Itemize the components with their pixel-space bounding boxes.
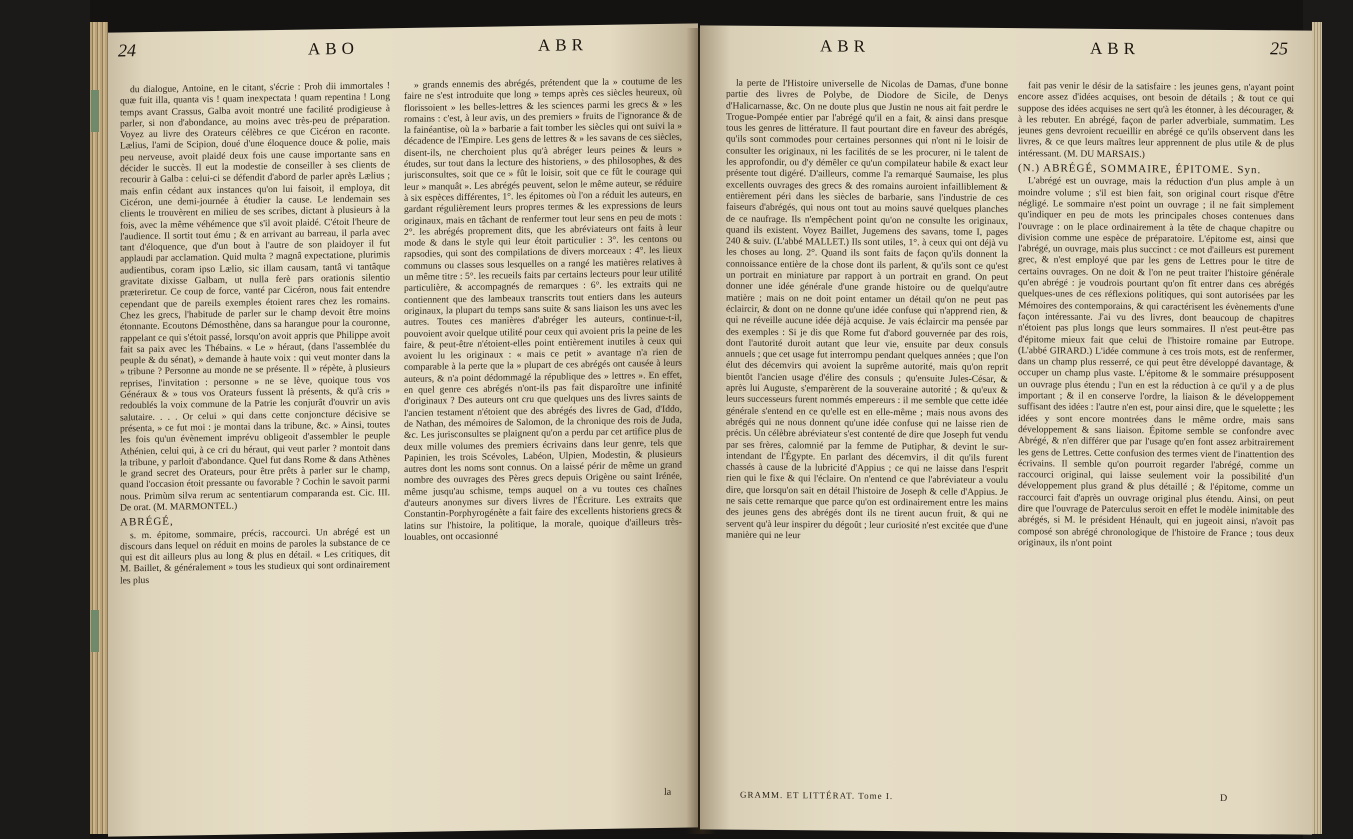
edge-tab xyxy=(91,90,99,132)
left-page xyxy=(108,23,698,836)
column-text: du dialogue, Antoine, en le citant, s'écrie : Proh dii immortales ! quæ fuit illa, quanta vis ! quam inexpectata ! quam repentina ! Long temps avant Crassus, Galba avoit montré une facilité prodigieuse à parler, si non d'abondance, au moins avec très-peu de préparation. Voyez au livre des Orateurs célèbres ce que Cicéron en raconte. Lælius, l'ami de Scipion, doué d'une éloquence douce & polie, mais peu nerveuse, avoit plaidé deux fois une cause importante sans en décider le succès. Il eut la modestie de conseiller à ses clients de recourir à Galba : celui-ci se défendit d'abord de parler après Lælius ; mais enfin cédant aux instances qu'on lui faisoit, il employa, dit Cicéron, une demi-journée à étudier la cause. Le lendemain ses clients le trouvèrent en milieu de ses scribes, dictant à plusieurs à la fois, avec la même véhémence que s'il avoit plaidé. C'étoit l'heure de l'audience. Il sortit tout ému ; & en arrivant au barreau, il parla avec tant d'éloquence, que d'un bout à l'autre de son plaidoyer il fut applaudi par acclamation. Quid multa ? magnâ expectatione, plurimis audientibus, coram ipso Lælio, sic illam causam, tantâ vi tantâque gravitate dixisse Galbam, ut nulla ferè pars orationis silentio præteriretur. Ce coup de force, vanté par Cicéron, nous fait entendre cependant que de pareils exemples étoient rares chez les romains. Chez les grecs, l'habitude de parler sur le champ devoit être moins étonnante. Ecoutons Démosthène, dans sa harangue pour la couronne, rappelant ce qui s'étoit passé, lorsqu'on avoit appris que Philippe avoit fait sa paix avec les Thébains. « Le » héraut, (dans l'assemblée du peuple & du sénat), » demande à haute voix : qui veut monter dans la » tribune ? Personne au monde ne se présente. Il » répète, à plusieurs reprises, l'invitation : personne » ne se lève, quoique tous vos Généraux & » tous vos Orateurs fussent là présents, & qu'à cris » redoublés la voix commune de la Patrie les conjurât d'ouvrir un avis salutaire. . . . Or celui » qui dans cette conjoncture décisive se présenta, » ce fut moi : je montai dans la tribune, &c. » Ainsi, toutes les fois qu'un évènement imprévu obligeoit d'assembler le peuple Athénien, celui qui, à ce cri du héraut, qui veut parler ? montoit dans la tribune, y parloit d'abondance. Quel fut dans Rome & dans Athènes le grand secret des Orateurs, pour être prêts à parler sur le champ, quand l'occasion étoit pressante ou favorable ? Cochin le savoit parmi nous. Primùm silva rerum ac sententiarum comparanda est. Cic. III. De orat. (M. MARMONTEL.) xyxy=(120,80,390,514)
synonym-heading: (N.) ABRÉGÉ, SOMMAIRE, ÉPITOME. Syn. xyxy=(1018,162,1262,177)
column-text: » grands ennemis des abrégés, prétendent que la » coutume de les faire ne s'est introduite que long » temps après ces siècles heureux, où florissoient » les belles-lettres & les sciences parmi les grecs & » les romains : c'est, à leur avis, un des premiers » fruits de l'ignorance & de la fainéantise, où la » barbarie a fait tomber les siècles qui ont suivi la » décadence de l'Empire. Les gens de lettres & » les savans de ces siècles, disent-ils, ne cherchoient plus qu'à abréger leurs peines & leurs » études, sur tout dans la lecture des historiens, » des philosophes, & des jurisconsultes, soit que ce » fût le loisir, soit que ce fût le courage qui leur » manquât ». Les abrégés peuvent, selon le même auteur, se réduire à six espèces différentes, 1°. les épitomes où l'on a réduit les auteurs, en gardant régulièrement leurs propres termes & les expressions de leurs originaux, mais en tâchant de renfermer tout leur sens en peu de mots : 2°. les abrégés proprement dits, que les abréviateurs ont faits à leur mode & dans le style qui leur étoit particulier : 3°. les centons ou rapsodies, qui sont des compilations de divers morceaux : 4°. les lieux communs ou classes sous lesquelles on a rangé les matières relatives à un même titre : 5°. les recueils faits par certains lecteurs pour leur utilité particulière, & accompagnés de remarques : 6°. les extraits qui ne contiennent que des lambeaux transcrits tout entiers dans les auteurs originaux, la plupart du temps sans suite & sans liaison les uns avec les autres. Toutes ces manières d'abréger les auteurs, continue-t-il, pouvoient avoir quelque utilité pour ceux qui avoient pris la peine de les faire, & peut-être n'étoient-elles point entièrement inutiles à ceux qui avoient lu les originaux : « mais ce petit » avantage n'a rien de comparable à la perte que la » plupart de ces abrégés ont causée à leurs auteurs, & n'a point dédommagé la république des » lettres ». En effet, en quel genre ces abrégés n'ont-ils pas fait disparoître une infinité d'originaux ? Des auteurs ont cru que quelques uns des livres saints de l'ancien testament n'étoient que des abrégés des livres de Gad, d'Iddo, de Nathan, des mémoires de Salomon, de la chronique des rois de Juda, &c. Les jurisconsultes se plaignent qu'on a perdu par cet artifice plus de deux mille volumes des premiers écrivains dans leur genre, tels que Papinien, les trois Scévoles, Labéon, Ulpien, Modestin, & plusieurs autres dont les noms sont connus. On a laissé périr de même un grand nombre des ouvrages des Pères grecs depuis Origène ou saint Irénée, même jusqu'au schisme, temps auquel on a vu toutes ces chaînes d'auteurs anonymes sur divers livres de l'Écriture. Les extraits que Constantin-Porphyrogénète a fait faire des excellents historiens grecs & latins sur l'histoire, la politique, la morale, quoique d'ailleurs très-louables, ont occasionné xyxy=(404,75,682,543)
signature-footer: GRAMM. ET LITTÉRAT. Tome I. xyxy=(740,789,894,802)
page-number-verso: 24 xyxy=(118,40,136,61)
edge-tab xyxy=(91,610,99,652)
running-head-right-col1: ABR xyxy=(820,36,870,56)
column-text: fait pas venir le désir de la satisfaire : les jeunes gens, n'ayant point encore assez d'idées acquises, ont besoin de détails ; & tout ce qui suppose des idées acquises ne sert qu'à les étonner, à les décourager, & à les rebuter. En abrégé, façon de parler adverbiale, summatim. Les jeunes gens devroient recueillir en abrégé ce qu'ils observent dans les livres, & ce que leurs maîtres leur apprennent de plus utile & de plus intéressant. (M. DU MARSAIS.) xyxy=(1018,80,1294,160)
page-edges-right xyxy=(1312,22,1322,834)
right-page xyxy=(700,25,1312,834)
running-head-verso: ABO xyxy=(308,38,359,59)
entry-text: s. m. épitome, sommaire, précis, raccourci. Un abrégé est un discours dans lequel on réduit en moins de paroles la substance de ce qui est dit ailleurs plus au long & plus en détail. « Les critiques, dit M. Baillet, & généralement » tous les studieux qui sont ordinairement les plus xyxy=(120,525,390,587)
left-column-2 xyxy=(404,76,682,792)
synonym-text: L'abrégé est un ouvrage, mais la réduction d'un plus ample à un moindre volume ; s'il est bien fait, son original court risque d'être négligé. Le sommaire n'est point un ouvrage ; il ne fait simplement qu'indiquer en peu de mots les principales choses contenues dans l'ouvrage : on le place ordinairement à la tête de chaque chapitre ou division comme une espèce de préparatoire. L'épitome est, ainsi que l'abrégé, un ouvrage, mais plus succinct : ce mot d'ailleurs est purement grec, & n'est employé que par les gens de Lettres pour le titre de certains ouvrages. On ne doit & l'on ne peut traiter l'histoire générale qu'en abrégé : je voudrois pourtant qu'on fît entrer dans ces abrégés quelques-unes de ces réflexions politiques, qui sont autorisées par les Mémoires des contemporains, & qui caractérisent les évènements d'une façon intéressante. J'ai vu des livres, dont beaucoup de chapitres n'étoient pas plus longs que leurs sommaires. Il n'est peut-être pas d'épitome mieux fait que celui de l'histoire romaine par Eutrope. (L'abbé GIRARD.) L'idée commune à ces trois mots, est de renfermer, dans un champ plus resserré, ce qui peut être développé davantage, & occuper un champ plus vaste. L'épitome & le sommaire présupposent un ouvrage plus étendu ; l'un en est la réduction à ce qu'il y a de plus important ; & il en conserve l'ordre, la liaison & le développement suffisant des idées : l'autre n'en est, pour ainsi dire, que le squelette ; les idées y sont encore montrées dans le même ordre, mais sans développement & sans liaison. Épitome semble se confondre avec Abrégé, & n'en différer que par l'usage qu'en font assez arbitrairement les gens de Lettres. Cette confusion des termes vient de l'inattention des écrivains. Il semble qu'on pourroit regarder l'abrégé, comme un raccourci original, qui laisse seulement voir la possibilité d'un développement plus grand & plus détaillé ; & l'épitome, comme un raccourci fait d'après un ouvrage original plus étendu. Ainsi, on peut dire que l'ouvrage de Paterculus seroit en effet le modèle inimitable des abrégés, si M. le président Hénault, qui en jugeoit ainsi, n'avoit pas composé son abrégé chronologique de l'histoire de France ; tous deux originaux, ils n'ont point xyxy=(1018,175,1294,549)
catchword: la xyxy=(664,786,672,798)
left-column-1 xyxy=(120,80,390,796)
background-left xyxy=(0,0,90,839)
page-number-recto: 25 xyxy=(1270,38,1288,59)
column-text: la perte de l'Histoire universelle de Nicolas de Damas, d'une bonne partie des livres de Polybe, de Diodore de Sicile, de Denys d'Halicarnasse, &c. On ne doute plus que Justin ne nous ait fait perdre le Trogue-Pompée entier par l'abrégé qu'il en a fait, & ainsi dans presque tous les genres de littérature. Il faut pourtant dire en faveur des abrégés, qu'ils sont commodes pour certaines personnes qui n'ont ni le loisir de consulter les originaux, ni les facilités de se les procurer, ni le talent de les approfondir, ou d'y démêler ce qu'un compilateur habile & exact leur présente tout digéré. D'ailleurs, comme l'a remarqué Saumaise, les plus excellents ouvrages des grecs & des romains auroient infailliblement & entièrement péri dans les siècles de barbarie, sans l'industrie de ces faiseurs d'abrégés, qui nous ont tout au moins sauvé quelques planches de ce naufrage. Ils n'empêchent point qu'on ne consulte les originaux, quand ils existent. Voyez Baillet, Jugemens des savans, tome I, pages 240 & suiv. (L'abbé MALLET.) Ils sont utiles, 1°. à ceux qui ont déjà vu les choses au long. 2°. Quand ils sont faits de façon qu'ils donnent la connoissance entière de la chose dont ils parlent, & qu'ils sont ce qu'est un portrait en miniature par rapport à un portrait en grand. On peut donner une idée générale d'une grande histoire ou de quelqu'autre matière ; mais on ne doit point entamer un détail qu'on ne peut pas éclaircir, & dont on ne donne qu'une idée confuse qui n'apprend rien, & qui ne réveille aucune idée déjà acquise. Je vais éclaircir ma pensée par des exemples : Si je dis que Rome fut d'abord gouvernée par des rois, dont l'autorité duroit autant que leur vie, ensuite par deux consuls annuels ; que cet usage fut interrompu pendant quelques années ; que l'on élut des décemvirs qui avoient la suprême autorité, mais qu'on reprit bientôt l'ancien usage d'élire des consuls ; qu'ensuite Jules-César, & après lui Auguste, s'emparèrent de la souveraine autorité ; & qu'eux & leurs successeurs furent nommés empereurs : il me semble que cette idée générale s'entend en ce qu'elle est en elle-même ; mais nous avons des abrégés qui ne nous donnent qu'une idée confuse qui ne laisse rien de précis. Un célèbre abréviateur s'est contenté de dire que Joseph fut vendu par ses frères, calomnié par la femme de Putiphar, & devint le sur-intendant de l'Égypte. En parlant des décemvirs, il dit qu'ils furent chassés à cause de la lubricité d'Appius ; ce qui ne laisse dans l'esprit rien qui le fixe & qui l'éclaire. On n'entend ce que l'abréviateur a voulu dire, que lorsqu'on sait en détail l'histoire de Joseph & celle d'Appius. Je ne sais cette remarque que parce qu'on est ordinairement entre les mains des jeunes gens des abrégés dont ils ne tirent aucun fruit, & qui ne servent qu'à leur inspirer du dégoût ; leur curiosité n'est excitée que d'une manière qui ne leur xyxy=(726,77,1008,542)
right-column-2 xyxy=(1018,80,1294,794)
running-head-recto: ABR xyxy=(1090,38,1140,59)
entry-heading: ABRÉGÉ, xyxy=(120,515,174,529)
running-head-left-col2: ABR xyxy=(538,35,588,55)
page-edges-left xyxy=(90,22,108,834)
right-column-1 xyxy=(726,78,1008,792)
signature-mark: D xyxy=(1220,792,1228,804)
